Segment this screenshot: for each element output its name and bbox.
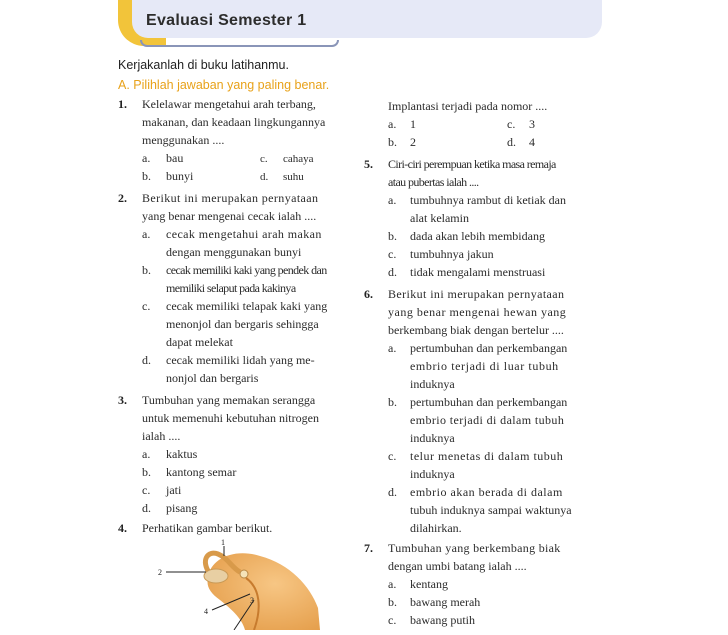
page-header — [0, 0, 728, 52]
instruction-text: Kerjakanlah di buku latihanmu. — [118, 58, 289, 72]
q7-number: 7. — [364, 541, 373, 555]
q6-option-line: induknya — [410, 467, 455, 481]
q3-line: untuk memenuhi kebutuhan nitrogen — [142, 411, 319, 425]
q4-option-text: 2 — [410, 135, 416, 149]
q5-option-key: a. — [388, 193, 397, 207]
q6-option-line: induknya — [410, 377, 455, 391]
q6-line: Berikut ini merupakan pernyataan — [388, 287, 565, 301]
q5-option-line: alat kelamin — [410, 211, 469, 225]
q6-option-key: b. — [388, 395, 397, 409]
q7-line: dengan umbi batang ialah .... — [388, 559, 527, 573]
q2-option-key: b. — [142, 263, 151, 277]
q3-line: ialah .... — [142, 429, 181, 443]
q5-line: atau pubertas ialah .... — [388, 175, 479, 189]
q5-number: 5. — [364, 157, 373, 171]
q1-option-text: bunyi — [166, 169, 194, 183]
q6-option-key: d. — [388, 485, 397, 499]
q2-option-line: cecak memiliki lidah yang me- — [166, 353, 315, 367]
q2-option-key: c. — [142, 299, 151, 313]
header-underline — [140, 40, 339, 47]
q6-option-line: embrio terjadi di luar tubuh — [410, 359, 559, 373]
q2-option-key: d. — [142, 353, 151, 367]
q2-option-line: cecak mengetahui arah makan — [166, 227, 322, 241]
q6-line: berkembang biak dengan bertelur .... — [388, 323, 564, 337]
q3-option-key: c. — [142, 483, 151, 497]
q5-option-line: tidak mengalami menstruasi — [410, 265, 546, 279]
q2-option-line: dapat melekat — [166, 335, 233, 349]
q4-option-text: 1 — [410, 117, 416, 131]
q3-option-text: pisang — [166, 501, 198, 515]
q1-option-key: a. — [142, 151, 151, 165]
q6-option-line: dilahirkan. — [410, 521, 462, 535]
q2-option-line: nonjol dan bergaris — [166, 371, 259, 385]
q2-option-line: cecak memiliki kaki yang pendek dan — [166, 263, 327, 277]
q3-number: 3. — [118, 393, 127, 407]
section-text: Pilihlah jawaban yang paling benar. — [133, 78, 330, 92]
q3-option-text: kaktus — [166, 447, 198, 461]
q6-option-line: embrio terjadi di dalam tubuh — [410, 413, 565, 427]
q6-line: yang benar mengenai hewan yang — [388, 305, 567, 319]
figure-label-4: 4 — [204, 607, 208, 616]
q1-option-text: cahaya — [283, 153, 314, 165]
q1-line: menggunakan .... — [142, 133, 225, 147]
figure-label-3: 3 — [250, 596, 254, 605]
uterus-illustration — [150, 538, 320, 630]
q7-option-text: bawang putih — [410, 613, 475, 627]
q7-option-key: a. — [388, 577, 397, 591]
figure-label-1: 1 — [221, 538, 225, 547]
q2-line: Berikut ini merupakan pernyataan — [142, 191, 319, 205]
q5-line: Ciri-ciri perempuan ketika masa remaja — [388, 157, 556, 171]
q6-option-key: c. — [388, 449, 397, 463]
q2-option-line: menonjol dan bergaris sehingga — [166, 317, 319, 331]
q6-number: 6. — [364, 287, 373, 301]
q4-number: 4. — [118, 521, 127, 535]
q4-line: Perhatikan gambar berikut. — [142, 521, 273, 535]
q4-option-key: b. — [388, 135, 397, 149]
q1-option-key: c. — [260, 153, 268, 165]
q7-option-text: bawang merah — [410, 595, 481, 609]
figure-label-2: 2 — [158, 568, 162, 577]
q2-option-key: a. — [142, 227, 151, 241]
q3-option-text: kantong semar — [166, 465, 237, 479]
q1-line: Kelelawar mengetahui arah terbang, — [142, 97, 316, 111]
q3-option-key: b. — [142, 465, 151, 479]
reproductive-organ-figure — [150, 538, 320, 630]
q6-option-line: embrio akan berada di dalam — [410, 485, 563, 499]
q2-option-line: memiliki selaput pada kakinya — [166, 281, 296, 295]
q1-option-key: b. — [142, 169, 151, 183]
q6-option-line: tubuh induknya sampai waktunya — [410, 503, 572, 517]
q2-option-line: dengan menggunakan bunyi — [166, 245, 302, 259]
q5-option-key: c. — [388, 247, 397, 261]
q3-option-key: a. — [142, 447, 151, 461]
q1-option-text: suhu — [283, 171, 304, 183]
q6-option-line: pertumbuhan dan perkembangan — [410, 395, 568, 409]
q7-option-key: c. — [388, 613, 397, 627]
q3-option-key: d. — [142, 501, 151, 515]
q5-option-line: tumbuhnya jakun — [410, 247, 494, 261]
q6-option-line: pertumbuhan dan perkembangan — [410, 341, 568, 355]
ovum — [240, 570, 248, 578]
q3-option-text: jati — [166, 483, 182, 497]
q1-option-key: d. — [260, 171, 269, 183]
q6-option-key: a. — [388, 341, 397, 355]
q5-option-line: tumbuhnya rambut di ketiak dan — [410, 193, 566, 207]
q6-option-line: telur menetas di dalam tubuh — [410, 449, 564, 463]
q4-continuation: Implantasi terjadi pada nomor .... — [388, 99, 548, 113]
q1-number: 1. — [118, 97, 127, 111]
q5-option-key: b. — [388, 229, 397, 243]
q4-option-text: 4 — [529, 135, 535, 149]
uterus-shape — [208, 553, 321, 630]
q4-option-key: a. — [388, 117, 397, 131]
page-title: Evaluasi Semester 1 — [146, 12, 307, 29]
q3-line: Tumbuhan yang memakan serangga — [142, 393, 316, 407]
q2-option-line: cecak memiliki telapak kaki yang — [166, 299, 328, 313]
q2-number: 2. — [118, 191, 127, 205]
q4-option-key: d. — [507, 135, 516, 149]
q7-option-text: kentang — [410, 577, 448, 591]
section-letter: A. — [118, 78, 130, 92]
q1-option-text: bau — [166, 151, 184, 165]
q5-option-line: dada akan lebih membidang — [410, 229, 545, 243]
q7-line: Tumbuhan yang berkembang biak — [388, 541, 561, 555]
q4-option-text: 3 — [529, 117, 535, 131]
q5-option-key: d. — [388, 265, 397, 279]
q6-option-line: induknya — [410, 431, 455, 445]
section-heading — [118, 78, 329, 92]
ovary — [204, 569, 228, 583]
q4-option-key: c. — [507, 117, 516, 131]
q1-line: makanan, dan keadaan lingkungannya — [142, 115, 326, 129]
q7-option-key: b. — [388, 595, 397, 609]
q2-line: yang benar mengenai cecak ialah .... — [142, 209, 317, 223]
